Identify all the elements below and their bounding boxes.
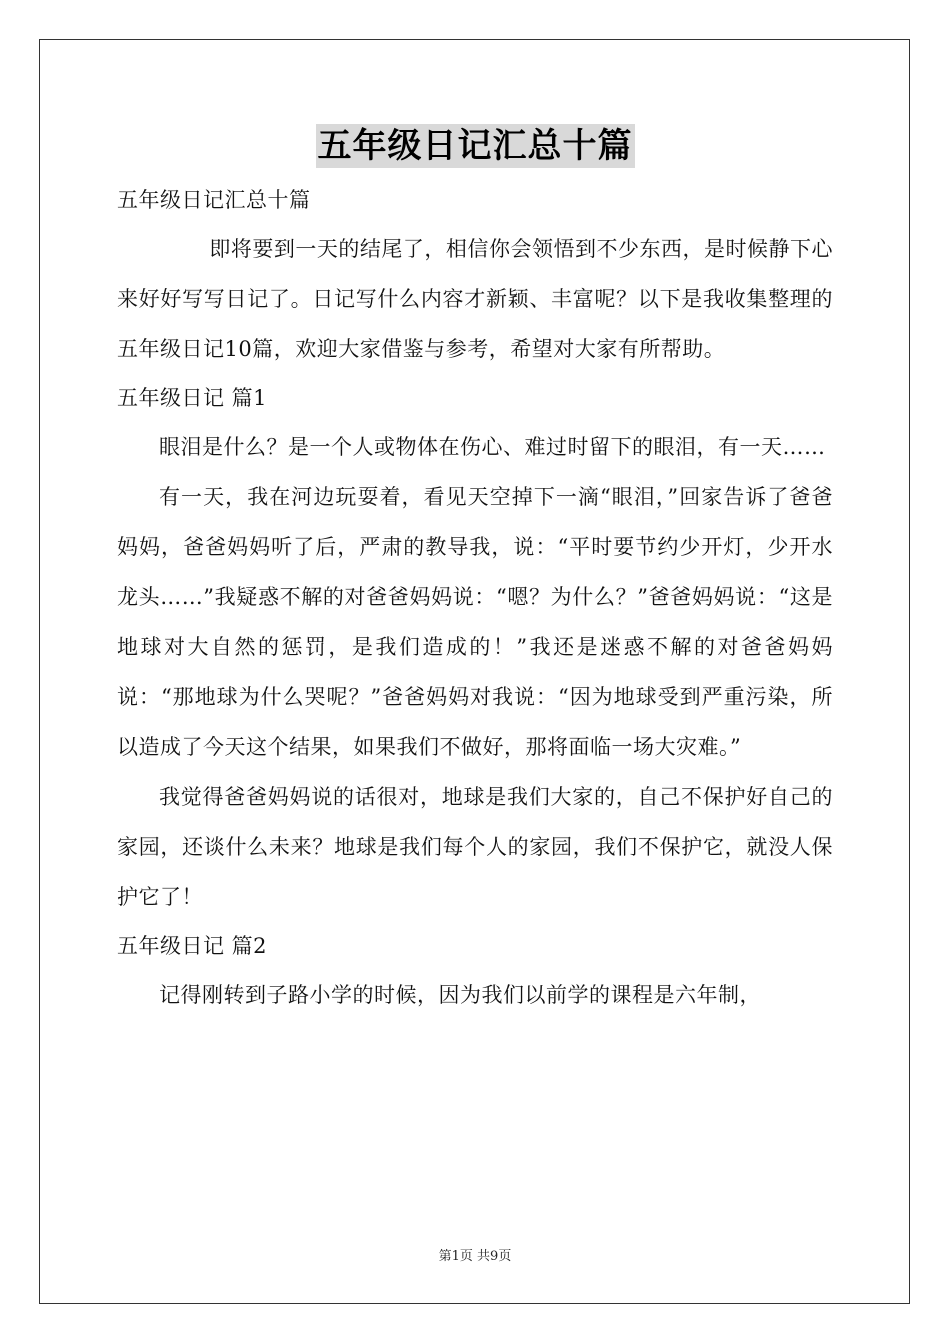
body-paragraph: 我觉得爸爸妈妈说的话很对，地球是我们大家的，自己不保护好自己的家园，还谈什么未来？地球是我们每个人的家园，我们不保护它，就没人保护它了！: [117, 785, 833, 909]
body-paragraph: 有一天，我在河边玩耍着，看见天空掉下一滴“眼泪，”回家告诉了爸爸妈妈，爸爸妈妈听了后，严肃的教导我，说：“平时要节约少开灯，少开水龙头……”我疑惑不解的对爸爸妈妈说：“嗯？为什么？”爸爸妈妈说：“这是地球对大自然的惩罚，是我们造成的！”我还是迷惑不解的对爸爸妈妈说：“那地球为什么哭呢？”爸爸妈妈对我说：“因为地球受到严重污染，所以造成了今天这个结果，如果我们不做好，那将面临一场大灾难。”: [117, 485, 833, 759]
title-area: [0, 124, 950, 168]
section-heading-2: 五年级日记 篇2: [117, 934, 268, 958]
document-subtitle: 五年级日记汇总十篇: [117, 188, 311, 212]
body-paragraph: 记得刚转到子路小学的时候，因为我们以前学的课程是六年制，: [159, 983, 761, 1007]
intro-paragraph: 即将要到一天的结尾了，相信你会领悟到不少东西，是时候静下心来好好写写日记了。日记写什么内容才新颖、丰富呢？以下是我收集整理的五年级日记10篇，欢迎大家借鉴与参考，希望对大家有所帮助。: [117, 237, 833, 361]
document-title: 五年级日记汇总十篇: [317, 126, 633, 166]
body-paragraph: 眼泪是什么？是一个人或物体在伤心、难过时留下的眼泪，有一天……: [159, 435, 826, 459]
document-body: [117, 176, 833, 1020]
section-heading-1: 五年级日记 篇1: [117, 386, 268, 410]
page-footer: 第1页 共9页: [438, 1249, 512, 1264]
